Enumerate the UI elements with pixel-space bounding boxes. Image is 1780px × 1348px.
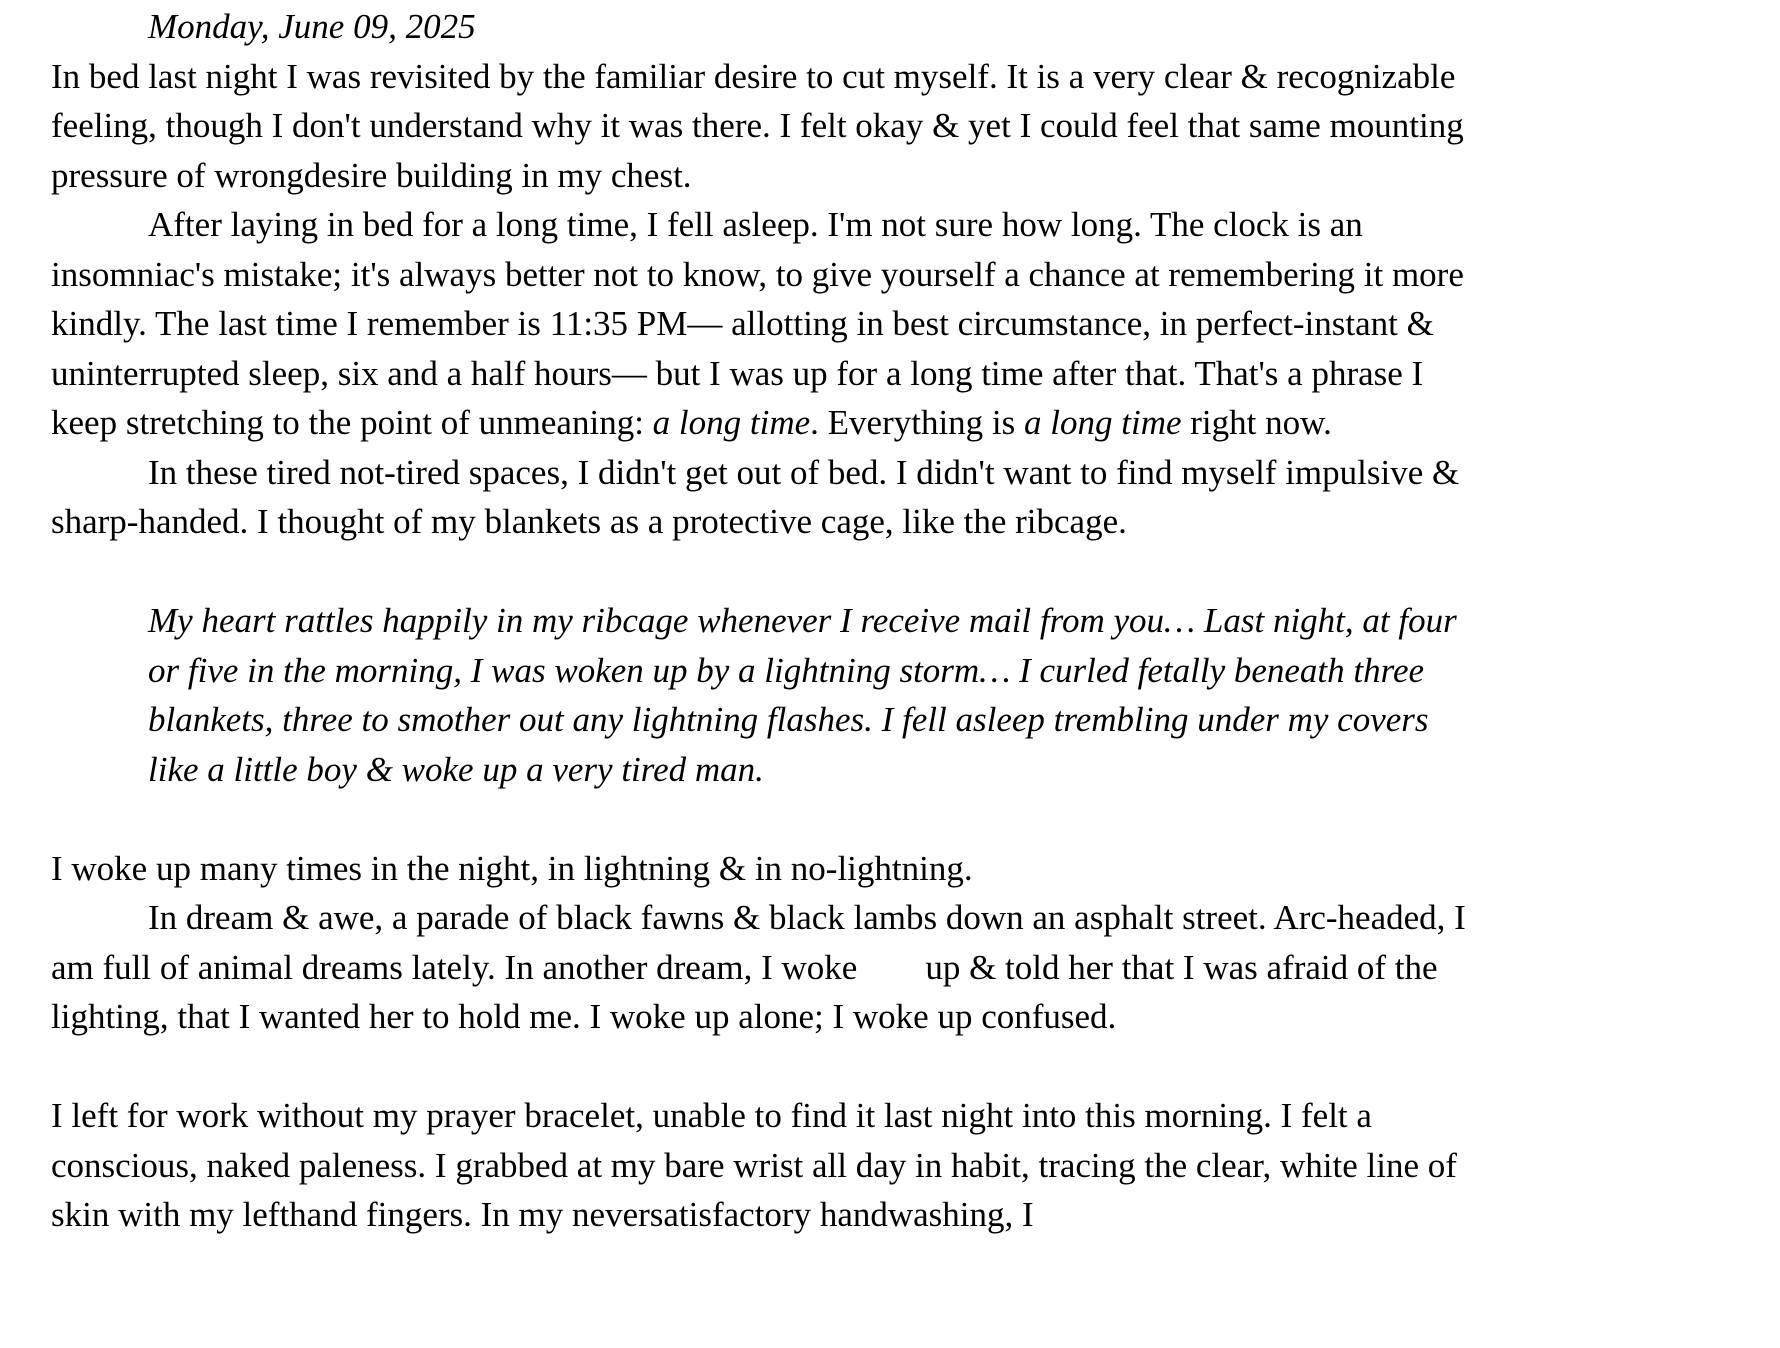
paragraph-dream-text-b: up & told her that I was afraid of the lighting, that I wanted her to hold me. I woke up alone; I woke up confused. [51,947,1438,1036]
spacer [51,547,1471,597]
paragraph-desire: In bed last night I was revisited by the familiar desire to cut myself. It is a very clear & recognizable feeling, though I don't understand why it was there. I felt okay & yet I could feel that same mounting pressure of wrongdesire building in my chest. [51,56,1464,195]
paragraph-sleep-text-a: After laying in bed for a long time, I fell asleep. I'm not sure how long. The clock is an insomniac's mistake; it's always better not to know, to give yourself a chance at remembering it more kindly. The last time I remember is 11:35 PM— allotting in best circumstance, in perfect-instant & uninterrupted sleep, six and a half hours— but I was up for a long time after that. That's a phrase I keep stretching to the point of unmeaning: [51,205,1464,442]
paragraph-sleep [51,200,1471,448]
spacer [51,794,1471,844]
paragraph-sleep-emphasis-1: a long time [652,403,811,442]
paragraph-blankets: In these tired not-tired spaces, I didn't get out of bed. I didn't want to find myself impulsive & sharp-handed. I thought of my blankets as a protective cage, like the ribcage. [51,452,1460,541]
journal-page [51,2,1471,1240]
paragraph-sleep-text-c: right now. [1181,403,1332,442]
paragraph-dream-text-a: In dream & awe, a parade of black fawns & black lambs down an asphalt street. Arc-headed, I am full of animal dreams lately. In another dream, I woke [51,898,1466,987]
entry-date: Monday, June 09, 2025 [148,7,476,46]
paragraph-woke-up: I woke up many times in the night, in lightning & in no-lightning. [51,848,973,888]
paragraph-dream [51,893,1471,1042]
paragraph-sleep-text-b: . Everything is [810,403,1025,442]
block-quote: My heart rattles happily in my ribcage whenever I receive mail from you… Last night, at four or five in the morning, I was woken up by a lightning storm… I curled fetally beneath three blankets, three to smother out any lightning flashes. I fell asleep trembling under my covers like a little boy & woke up a very tired man. [148,601,1457,789]
paragraph-sleep-emphasis-2: a long time [1024,403,1182,442]
spacer [51,1042,1471,1092]
paragraph-bracelet: I left for work without my prayer bracelet, unable to find it last night into this morning. I felt a conscious, naked paleness. I grabbed at my bare wrist all day in habit, tracing the clear, white line of skin with my lefthand fingers. In my neversatisfactory handwashing, I [51,1096,1457,1234]
